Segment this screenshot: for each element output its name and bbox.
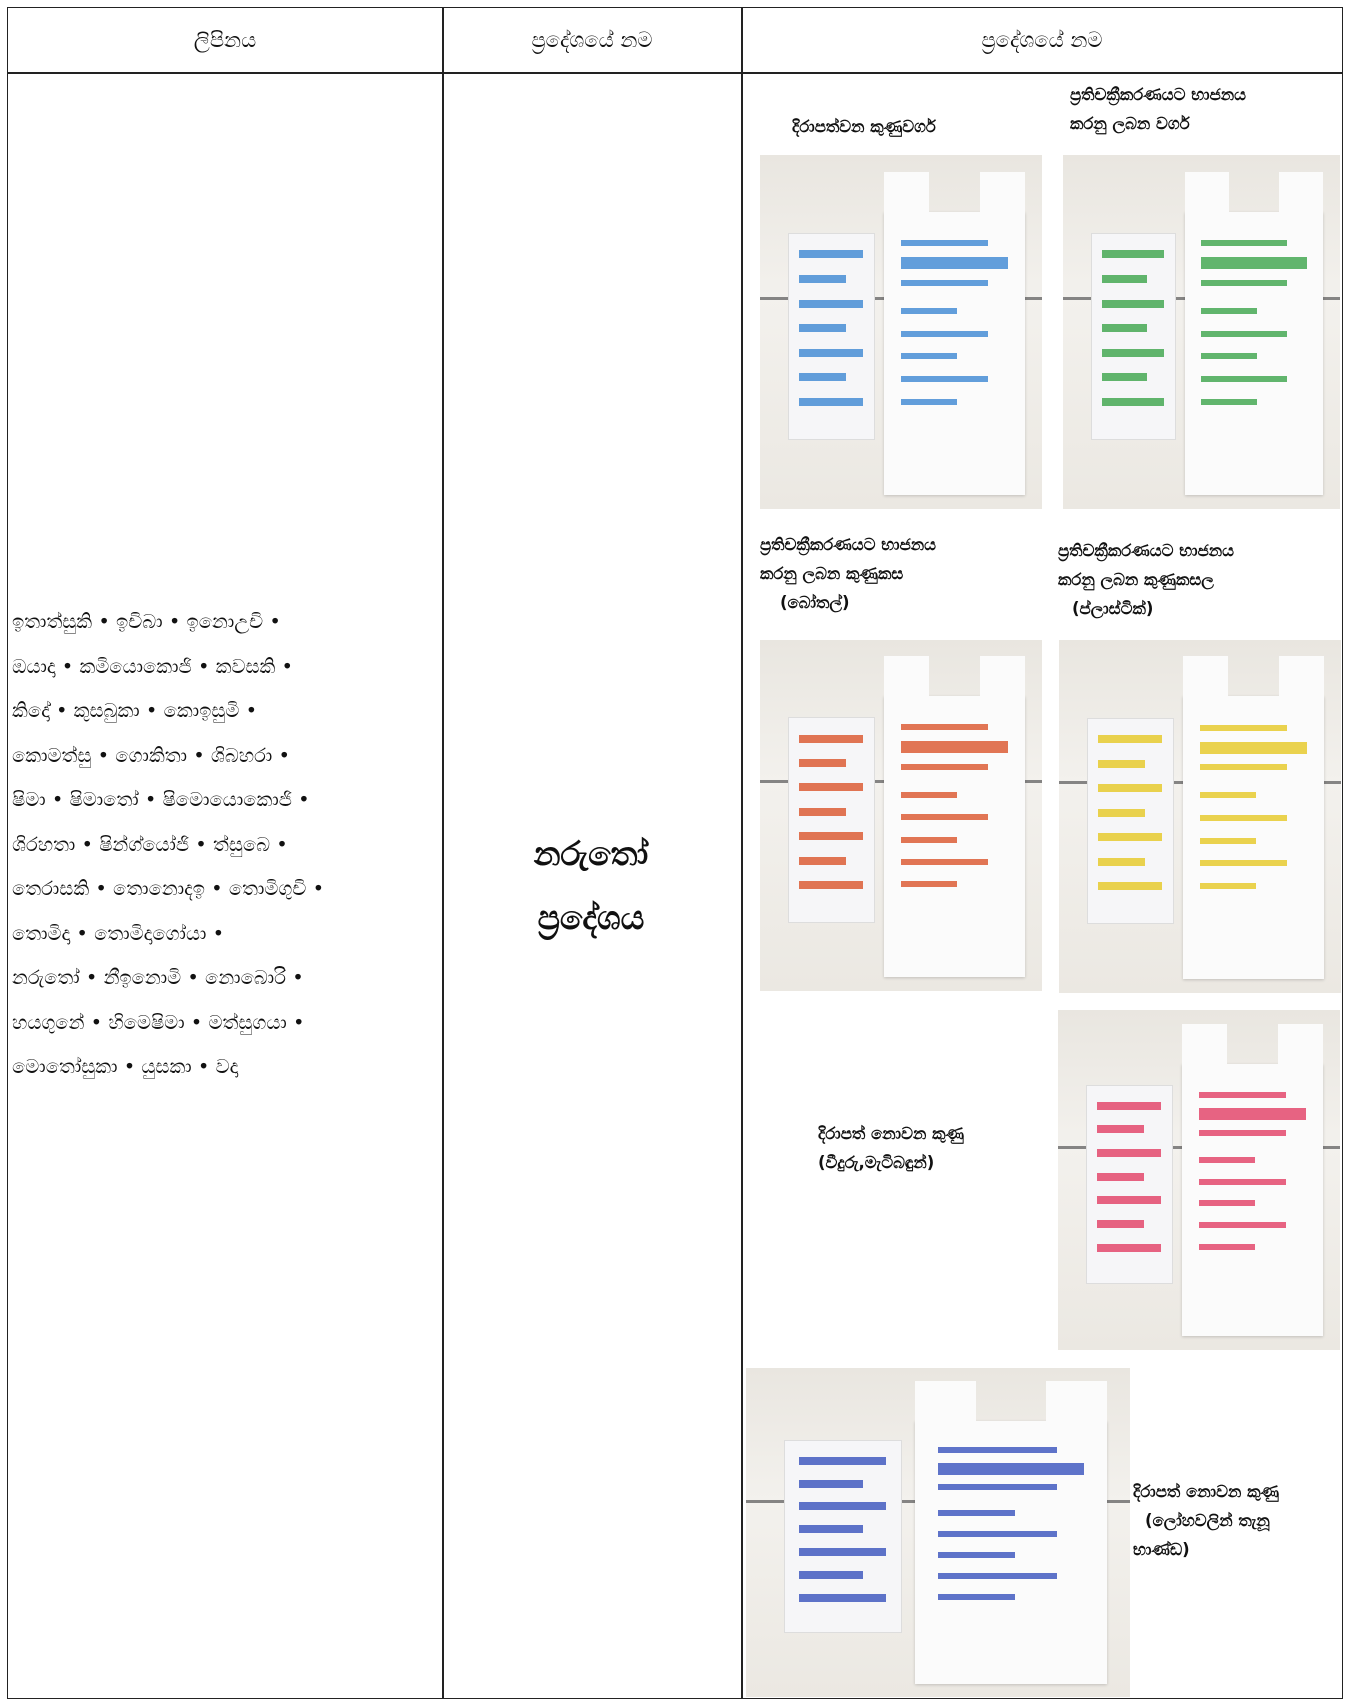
bag-print <box>901 257 1008 269</box>
package-print <box>1102 349 1164 357</box>
bag-print <box>1201 308 1256 314</box>
garbage-bag <box>884 212 1025 495</box>
bag-print <box>901 353 957 359</box>
package-print <box>799 324 846 332</box>
bag-print <box>901 724 988 730</box>
bag-print <box>938 1552 1015 1558</box>
bag-print <box>1201 257 1306 269</box>
bag-print <box>901 741 1008 753</box>
package-print <box>1102 300 1164 308</box>
package-print <box>799 1594 885 1602</box>
package-print <box>1102 373 1148 381</box>
package-print <box>1098 735 1161 743</box>
package-print <box>1102 324 1148 332</box>
package-print <box>799 1480 862 1488</box>
bag-print <box>938 1531 1057 1537</box>
package-print <box>799 759 846 767</box>
bag-handle <box>1279 656 1324 700</box>
package-print <box>1097 1173 1144 1181</box>
package-print <box>1097 1244 1160 1252</box>
bag-print <box>1200 792 1256 798</box>
package-print <box>799 275 846 283</box>
garbage-bag <box>915 1421 1107 1684</box>
folded-bag-package <box>788 233 875 440</box>
package-print <box>799 808 846 816</box>
photo-bottle-bags <box>760 640 1042 991</box>
bag-print <box>938 1573 1057 1579</box>
region-name-line: නරුතෝ <box>533 834 649 873</box>
bag-print <box>901 308 957 314</box>
caption-glass-ceramic: දිරාපත් නොවන කුණු (වීදුරු,මැටිබඳුන්) <box>818 1124 965 1172</box>
package-print <box>799 300 862 308</box>
address-line: ඉතාත්සුකි • ඉචිබා • ඉනොඋචි • <box>12 610 281 633</box>
package-print <box>799 1457 885 1465</box>
folded-bag-package <box>784 1440 901 1633</box>
header-address: ලිපිනය <box>193 27 257 52</box>
bag-print <box>1199 1244 1255 1250</box>
bag-handle <box>1182 1024 1227 1068</box>
package-print <box>799 857 846 865</box>
bag-print <box>1199 1108 1306 1120</box>
package-print <box>1097 1102 1160 1110</box>
garbage-bag <box>1182 1064 1323 1336</box>
bag-print <box>1200 838 1256 844</box>
photo-glass-ceramic-bags <box>1058 1010 1340 1350</box>
bag-print <box>901 837 957 843</box>
bag-handle <box>980 656 1025 700</box>
bag-print <box>1200 815 1287 821</box>
bag-print <box>901 792 957 798</box>
package-print <box>799 1525 862 1533</box>
bag-print <box>938 1594 1015 1600</box>
package-print <box>1102 250 1164 258</box>
bag-print <box>901 814 988 820</box>
address-line: මොතෝසුකා • යුසකා • වදා <box>12 1055 239 1078</box>
address-line: හයගුනේ • හිමෙෂිමා • මත්සුගයා • <box>12 1010 305 1034</box>
package-print <box>1098 760 1145 768</box>
address-line: ෂිමා • ෂිමාතෝ • ෂිමොයොකොජි • <box>12 788 310 811</box>
package-print <box>799 832 862 840</box>
region-name <box>446 822 736 950</box>
column-divider-2 <box>741 8 743 1698</box>
package-print <box>1097 1149 1160 1157</box>
address-line: ශිරහතා • ෂින්ග්යෝජි • ත්සුබෙ • <box>12 832 288 856</box>
garbage-bag <box>1183 696 1324 978</box>
bag-print <box>1201 280 1287 286</box>
photo-metal-bags <box>746 1368 1130 1697</box>
package-print <box>1098 784 1161 792</box>
garbage-bag <box>884 696 1025 977</box>
package-print <box>799 1502 885 1510</box>
bag-print <box>938 1447 1057 1453</box>
photo-recyclable-bags <box>1063 155 1340 509</box>
bag-print <box>901 331 988 337</box>
bag-print <box>901 399 957 405</box>
photo-burnable-bags <box>760 155 1042 509</box>
package-print <box>799 881 862 889</box>
address-line: තොමිදා • තොමිදාගෝයා • <box>12 921 225 945</box>
bag-handle <box>884 172 929 216</box>
bag-handle <box>1278 1024 1323 1068</box>
bag-print <box>1201 240 1287 246</box>
header-divider <box>8 72 1342 74</box>
package-print <box>799 373 846 381</box>
package-print <box>799 783 862 791</box>
bag-print <box>1201 399 1256 405</box>
bag-print <box>1199 1157 1255 1163</box>
address-line: ඔයාදා • කමියොකොජි • කවසකි • <box>12 654 294 678</box>
bag-print <box>1199 1222 1286 1228</box>
package-print <box>799 398 862 406</box>
bag-print <box>938 1510 1015 1516</box>
bag-handle <box>915 1381 976 1425</box>
folded-bag-package <box>1086 1085 1173 1284</box>
package-print <box>799 1548 885 1556</box>
bag-print <box>1199 1092 1286 1098</box>
folded-bag-package <box>1087 718 1174 925</box>
bag-print <box>901 764 988 770</box>
bag-handle <box>1185 172 1229 216</box>
package-print <box>1097 1125 1144 1133</box>
package-print <box>799 1571 862 1579</box>
package-print <box>799 349 862 357</box>
package-print <box>1098 858 1145 866</box>
bag-print <box>1201 331 1287 337</box>
bag-print <box>1199 1130 1286 1136</box>
bag-print <box>901 881 957 887</box>
address-line: කොමත්සු • ගොකිතා • ශිබහරා • <box>12 743 291 767</box>
folded-bag-package <box>1091 233 1176 440</box>
bag-print <box>901 376 988 382</box>
bag-print <box>1200 725 1287 731</box>
bag-handle <box>1183 656 1228 700</box>
package-print <box>1098 882 1161 890</box>
bag-handle <box>1279 172 1323 216</box>
caption-bottles: ප්‍රතිචක්‍රීකරණයට භාජනය කරනු ලබන කුණුකස (බෝතල්) <box>760 535 937 612</box>
bag-print <box>901 280 988 286</box>
bag-print <box>901 240 988 246</box>
address-list <box>12 600 432 1090</box>
package-print <box>1102 398 1164 406</box>
bag-print <box>938 1484 1057 1490</box>
header-region-name: ප්‍රදේශයේ නම <box>531 27 653 52</box>
bag-print <box>1199 1200 1255 1206</box>
header-bag-types: ප්‍රදේශයේ නම <box>981 27 1103 52</box>
package-print <box>1102 275 1148 283</box>
bag-print <box>1201 376 1287 382</box>
address-line: තෙරාසකි • තොනොදඉ • තොමිගුචි • <box>12 877 325 900</box>
folded-bag-package <box>788 717 875 923</box>
bag-print <box>1200 883 1256 889</box>
address-line: නරුතෝ • නීඉනොමි • නොබොරි • <box>12 966 304 989</box>
package-print <box>1098 809 1145 817</box>
column-divider-1 <box>442 8 444 1698</box>
bag-handle <box>884 656 929 700</box>
bag-print <box>1200 764 1287 770</box>
bag-handle <box>1046 1381 1107 1425</box>
garbage-bag <box>1185 212 1324 495</box>
caption-metal: දිරාපත් නොවන කුණු (ලෝහවලින් තැනූ භාණ්ඩ) <box>1133 1482 1280 1559</box>
caption-recyclable: ප්‍රතිචක්‍රීකරණයට භාජනය කරනු ලබන වර්ග <box>1070 85 1247 133</box>
bag-print <box>1199 1179 1286 1185</box>
caption-burnable: දිරාපත්වන කුණුවර්ග <box>792 117 936 136</box>
bag-print <box>938 1463 1084 1475</box>
bag-handle <box>980 172 1025 216</box>
package-print <box>799 250 862 258</box>
package-print <box>1097 1196 1160 1204</box>
bag-print <box>901 859 988 865</box>
region-name-line: ප්‍රදේශය <box>537 898 645 937</box>
photo-plastic-bags <box>1059 640 1341 993</box>
package-print <box>1097 1220 1144 1228</box>
caption-plastic: ප්‍රතිචක්‍රීකරණයට භාජනය කරනු ලබන කුණුකසල (ප්ලාස්ටික්) <box>1058 541 1235 618</box>
bag-print <box>1200 860 1287 866</box>
package-print <box>799 735 862 743</box>
bag-print <box>1201 353 1256 359</box>
package-print <box>1098 833 1161 841</box>
bag-print <box>1200 742 1307 754</box>
address-line: කිදෝ • කුසබුකා • කොඉසුමි • <box>12 699 258 722</box>
